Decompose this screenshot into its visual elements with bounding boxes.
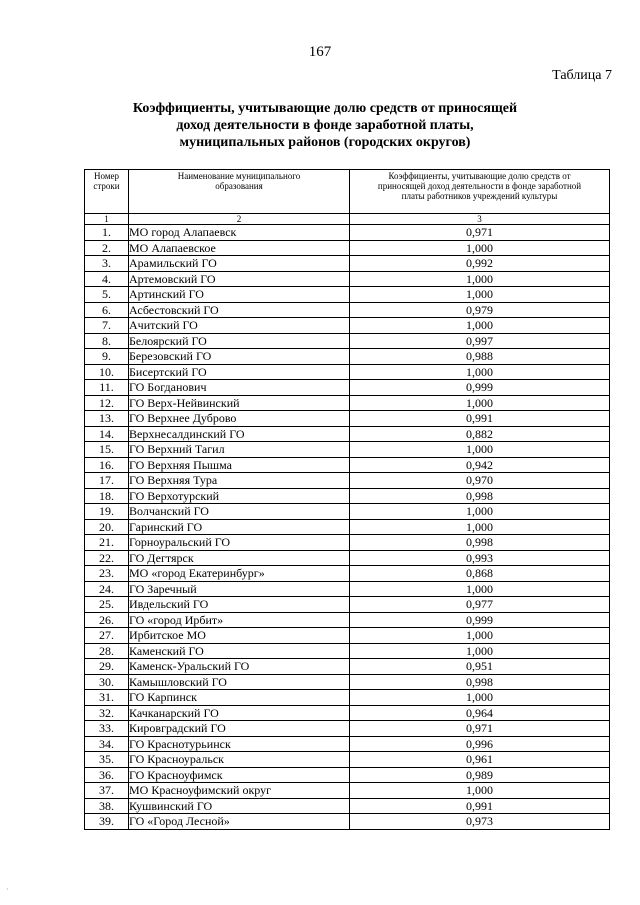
- coefficient-value: 0,999: [350, 380, 610, 396]
- row-number: 7.: [85, 318, 129, 334]
- coefficient-value: 0,993: [350, 550, 610, 566]
- municipality-name: ГО Краснотурьинск: [129, 736, 350, 752]
- coefficient-value: 0,971: [350, 721, 610, 737]
- coefficient-value: 1,000: [350, 395, 610, 411]
- coefficients-table: [84, 169, 610, 830]
- municipality-name: Гаринский ГО: [129, 519, 350, 535]
- municipality-name: Верхнесалдинский ГО: [129, 426, 350, 442]
- column-index: 2: [129, 214, 350, 225]
- municipality-name: ГО Верхнее Дуброво: [129, 411, 350, 427]
- municipality-name: Кировградский ГО: [129, 721, 350, 737]
- table-row: [85, 271, 610, 287]
- municipality-name: ГО Красноуфимск: [129, 767, 350, 783]
- row-number: 24.: [85, 581, 129, 597]
- table-row: [85, 364, 610, 380]
- row-number: 20.: [85, 519, 129, 535]
- column-index-row: [85, 214, 610, 225]
- table-row: [85, 705, 610, 721]
- row-number: 25.: [85, 597, 129, 613]
- table-row: [85, 674, 610, 690]
- coefficient-value: 1,000: [350, 364, 610, 380]
- coefficient-value: 0,991: [350, 411, 610, 427]
- row-number: 14.: [85, 426, 129, 442]
- coefficient-value: 1,000: [350, 628, 610, 644]
- coefficient-value: 0,971: [350, 225, 610, 241]
- municipality-name: ГО Верхний Тагил: [129, 442, 350, 458]
- row-number: 22.: [85, 550, 129, 566]
- page-number: 167: [308, 44, 332, 60]
- table-row: [85, 798, 610, 814]
- row-number: 2.: [85, 240, 129, 256]
- municipality-name: Ирбитское МО: [129, 628, 350, 644]
- municipality-name: Березовский ГО: [129, 349, 350, 365]
- row-number: 19.: [85, 504, 129, 520]
- coefficient-value: 0,964: [350, 705, 610, 721]
- municipality-name: ГО «Город Лесной»: [129, 814, 350, 830]
- row-number: 5.: [85, 287, 129, 303]
- row-number: 32.: [85, 705, 129, 721]
- table-row: [85, 457, 610, 473]
- coefficient-value: 0,973: [350, 814, 610, 830]
- coefficient-value: 1,000: [350, 271, 610, 287]
- table-row: [85, 318, 610, 334]
- coefficient-value: 0,997: [350, 333, 610, 349]
- row-number: 30.: [85, 674, 129, 690]
- coefficient-value: 1,000: [350, 690, 610, 706]
- table-body: [85, 225, 610, 830]
- table-row: [85, 581, 610, 597]
- row-number: 33.: [85, 721, 129, 737]
- municipality-name: Качканарский ГО: [129, 705, 350, 721]
- table-row: [85, 690, 610, 706]
- row-number: 8.: [85, 333, 129, 349]
- table-row: [85, 721, 610, 737]
- header-municipality-name: Наименование муниципального образования: [129, 170, 350, 214]
- coefficient-value: 0,989: [350, 767, 610, 783]
- municipality-name: МО город Алапаевск: [129, 225, 350, 241]
- table-row: [85, 566, 610, 582]
- coefficient-value: 0,992: [350, 256, 610, 272]
- table-row: [85, 767, 610, 783]
- municipality-name: МО Красноуфимский округ: [129, 783, 350, 799]
- municipality-name: ГО Карпинск: [129, 690, 350, 706]
- coefficient-value: 0,991: [350, 798, 610, 814]
- municipality-name: Арамильский ГО: [129, 256, 350, 272]
- table-row: [85, 380, 610, 396]
- table-row: [85, 426, 610, 442]
- title-line: Коэффициенты, учитывающие долю средств от приносящей: [132, 101, 518, 116]
- coefficient-value: 0,942: [350, 457, 610, 473]
- municipality-name: МО Алапаевское: [129, 240, 350, 256]
- row-number: 16.: [85, 457, 129, 473]
- table-row: [85, 535, 610, 551]
- column-index: 1: [85, 214, 129, 225]
- row-number: 29.: [85, 659, 129, 675]
- table-row: [85, 442, 610, 458]
- table-row: [85, 597, 610, 613]
- row-number: 1.: [85, 225, 129, 241]
- row-number: 31.: [85, 690, 129, 706]
- table-row: [85, 550, 610, 566]
- table-row: [85, 488, 610, 504]
- row-number: 17.: [85, 473, 129, 489]
- coefficient-value: 1,000: [350, 318, 610, 334]
- coefficient-value: 1,000: [350, 442, 610, 458]
- coefficient-value: 0,988: [350, 349, 610, 365]
- table-label: Таблица 7: [552, 68, 612, 83]
- row-number: 12.: [85, 395, 129, 411]
- municipality-name: Горноуральский ГО: [129, 535, 350, 551]
- coefficient-value: 0,961: [350, 752, 610, 768]
- municipality-name: Волчанский ГО: [129, 504, 350, 520]
- row-number: 38.: [85, 798, 129, 814]
- municipality-name: ГО Богданович: [129, 380, 350, 396]
- row-number: 39.: [85, 814, 129, 830]
- coefficient-value: 0,979: [350, 302, 610, 318]
- row-number: 27.: [85, 628, 129, 644]
- table-row: [85, 659, 610, 675]
- table-row: [85, 411, 610, 427]
- row-number: 13.: [85, 411, 129, 427]
- table-row: [85, 736, 610, 752]
- municipality-name: ГО Верхняя Пышма: [129, 457, 350, 473]
- table-row: [85, 240, 610, 256]
- table-row: [85, 643, 610, 659]
- municipality-name: Ивдельский ГО: [129, 597, 350, 613]
- coefficient-value: 0,868: [350, 566, 610, 582]
- municipality-name: ГО «город Ирбит»: [129, 612, 350, 628]
- scan-mark: ·: [6, 885, 9, 894]
- municipality-name: МО «город Екатеринбург»: [129, 566, 350, 582]
- row-number: 10.: [85, 364, 129, 380]
- coefficient-value: 0,998: [350, 535, 610, 551]
- municipality-name: ГО Заречный: [129, 581, 350, 597]
- header-coefficient: Коэффициенты, учитывающие долю средств от приносящей доход деятельности в фонде заработной платы работников учреждений культуры: [350, 170, 610, 214]
- row-number: 37.: [85, 783, 129, 799]
- row-number: 35.: [85, 752, 129, 768]
- municipality-name: Артемовский ГО: [129, 271, 350, 287]
- municipality-name: ГО Верх-Нейвинский: [129, 395, 350, 411]
- municipality-name: Бисертский ГО: [129, 364, 350, 380]
- table-row: [85, 302, 610, 318]
- coefficient-value: 1,000: [350, 519, 610, 535]
- title-line: доход деятельности в фонде заработной платы,: [176, 118, 474, 133]
- municipality-name: Кушвинский ГО: [129, 798, 350, 814]
- row-number: 15.: [85, 442, 129, 458]
- municipality-name: Каменск-Уральский ГО: [129, 659, 350, 675]
- table-row: [85, 519, 610, 535]
- coefficient-value: 0,999: [350, 612, 610, 628]
- table-title: [100, 100, 550, 151]
- table-row: [85, 473, 610, 489]
- municipality-name: Каменский ГО: [129, 643, 350, 659]
- row-number: 4.: [85, 271, 129, 287]
- row-number: 26.: [85, 612, 129, 628]
- municipality-name: Асбестовский ГО: [129, 302, 350, 318]
- coefficient-value: 1,000: [350, 643, 610, 659]
- table-row: [85, 612, 610, 628]
- coefficient-value: 1,000: [350, 783, 610, 799]
- row-number: 3.: [85, 256, 129, 272]
- municipality-name: ГО Верхняя Тура: [129, 473, 350, 489]
- municipality-name: Белоярский ГО: [129, 333, 350, 349]
- row-number: 11.: [85, 380, 129, 396]
- table-row: [85, 814, 610, 830]
- coefficient-value: 0,998: [350, 674, 610, 690]
- table-row: [85, 752, 610, 768]
- coefficient-value: 1,000: [350, 581, 610, 597]
- row-number: 28.: [85, 643, 129, 659]
- coefficient-value: 0,951: [350, 659, 610, 675]
- header-row: [85, 170, 610, 214]
- table-row: [85, 395, 610, 411]
- coefficient-value: 0,882: [350, 426, 610, 442]
- coefficient-value: 0,970: [350, 473, 610, 489]
- row-number: 34.: [85, 736, 129, 752]
- table-row: [85, 783, 610, 799]
- table-row: [85, 333, 610, 349]
- coefficient-value: 1,000: [350, 504, 610, 520]
- coefficient-value: 1,000: [350, 287, 610, 303]
- column-index: 3: [350, 214, 610, 225]
- municipality-name: ГО Дегтярск: [129, 550, 350, 566]
- table-row: [85, 628, 610, 644]
- municipality-name: Камышловский ГО: [129, 674, 350, 690]
- table-row: [85, 349, 610, 365]
- coefficient-value: 0,998: [350, 488, 610, 504]
- table-row: [85, 256, 610, 272]
- row-number: 18.: [85, 488, 129, 504]
- table-row: [85, 504, 610, 520]
- row-number: 9.: [85, 349, 129, 365]
- row-number: 6.: [85, 302, 129, 318]
- coefficient-value: 0,996: [350, 736, 610, 752]
- coefficient-value: 1,000: [350, 240, 610, 256]
- table-row: [85, 287, 610, 303]
- row-number: 23.: [85, 566, 129, 582]
- header-row-number: Номер строки: [85, 170, 129, 214]
- row-number: 36.: [85, 767, 129, 783]
- municipality-name: ГО Красноуральск: [129, 752, 350, 768]
- municipality-name: Артинский ГО: [129, 287, 350, 303]
- title-line: муниципальных районов (городских округов): [179, 135, 471, 150]
- row-number: 21.: [85, 535, 129, 551]
- coefficient-value: 0,977: [350, 597, 610, 613]
- municipality-name: ГО Верхотурский: [129, 488, 350, 504]
- table-row: [85, 225, 610, 241]
- municipality-name: Ачитский ГО: [129, 318, 350, 334]
